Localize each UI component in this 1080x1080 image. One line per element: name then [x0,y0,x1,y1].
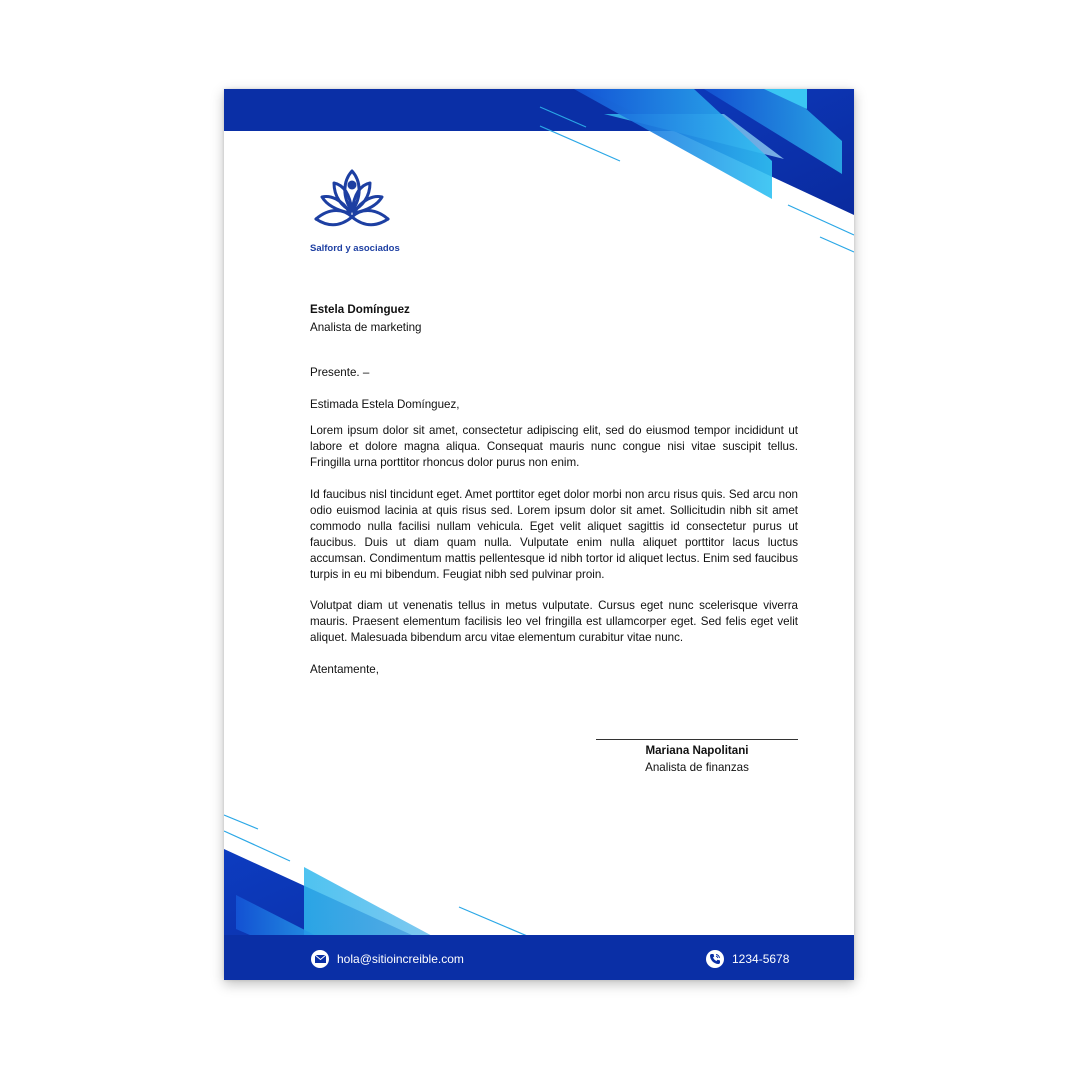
signature-line [596,739,798,740]
recipient-name: Estela Domínguez [310,303,410,316]
body-paragraph-1: Lorem ipsum dolor sit amet, consectetur adipiscing elit, sed do eiusmod tempor incididunt ut labore et dolore magna aliqua. Consequat mauris nunc congue nisi vitae suscipit tellus. Fringilla urna porttitor rhoncus dolor purus non enim. [310,424,798,469]
phone-text: 1234-5678 [732,952,790,966]
signer-name: Mariana Napolitani [645,744,749,757]
recipient-role: Analista de marketing [310,321,422,334]
greeting: Estimada Estela Domínguez, [310,398,460,411]
letterhead-page [224,89,854,980]
email-text: hola@sitioincreible.com [337,952,464,966]
body-paragraph-2: Id faucibus nisl tincidunt eget. Amet porttitor eget dolor morbi non arcu risus quis. Sed arcu non odio euismod lacinia at quis risus sed. Lorem ipsum dolor sit amet. Sollicitudin nibh sit amet commodo nulla facilisi nullam vehicula. Eget velit aliquet sagittis id consectetur purus ut faucibus. Duis ut diam quam nulla. Vulputate enim nulla aliquet porttitor lacus luctus accumsan. Condimentum mattis pellentesque id nibh tortor id aliquet lectus. Enim sed faucibus turpis in eu mi bibendum. Feugiat nibh sed pulvinar proin. [310,488,798,581]
company-logo [308,167,398,237]
closing: Atentamente, [310,663,379,676]
body-paragraph-3: Volutpat diam ut venenatis tellus in metus vulputate. Cursus eget nunc scelerisque viverra mauris. Praesent elementum facilisis leo vel fringilla est ullamcorper eget. Sed felis eget velit aliquet. Malesuada bibendum arcu vitae elementum curabitur vitae nunc. [310,599,798,644]
signer-role: Analista de finanzas [645,761,749,774]
presente-line: Presente. – [310,366,370,379]
footer-phone[interactable] [706,950,789,968]
footer-email[interactable] [311,950,464,968]
envelope-icon [311,950,329,968]
lotus-icon [310,167,394,237]
company-name: Salford y asociados [310,243,400,254]
phone-icon [706,950,724,968]
